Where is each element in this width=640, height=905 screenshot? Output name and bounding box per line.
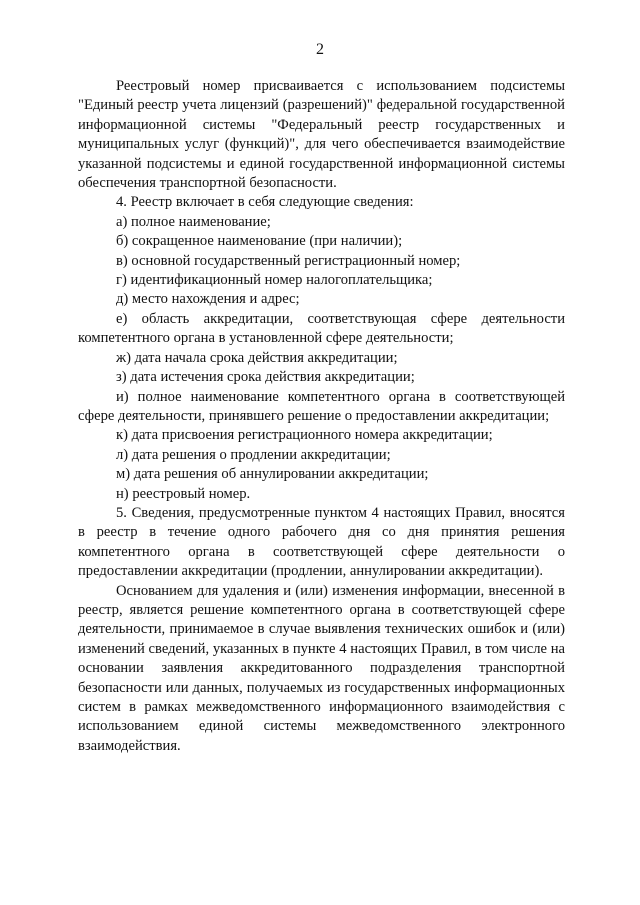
document-body [78, 77, 565, 756]
list-item-zh: ж) дата начала срока действия аккредитации; [116, 349, 398, 366]
list-item-k: к) дата присвоения регистрационного номера аккредитации; [116, 427, 493, 444]
list-item-e: е) область аккредитации, соответствующая сфере деятельности компетентного органа в установленной сфере деятельности; [78, 310, 565, 347]
page-number: 2 [316, 41, 324, 58]
list-item-m: м) дата решения об аннулировании аккредитации; [116, 466, 429, 483]
list-item-d: д) место нахождения и адрес; [116, 291, 300, 308]
list-item-a: а) полное наименование; [116, 213, 271, 230]
list-item-i: и) полное наименование компетентного органа в соответствующей сфере деятельности, принявшего решение о предоставлении аккредитации; [78, 388, 565, 424]
paragraph-item-5: 5. Сведения, предусмотренные пунктом 4 настоящих Правил, вносятся в реестр в течение одного рабочего дня со дня принятия решения компетентного органа в соответствующей сфере деятельности о предоставлении аккредитации (продлении, аннулировании аккредитации). [78, 504, 565, 580]
paragraph-registry-number: Реестровый номер присваивается с использованием подсистемы "Единый реестр учета лицензий (разрешений)" федеральной государственной информационной системы "Федеральный реестр государственных и муниципальных услуг (функций)", для чего обеспечивается взаимодействие указанной подсистемы и единой государственной информационной системы обеспечения транспортной безопасности. [78, 78, 565, 192]
list-item-v: в) основной государственный регистрационный номер; [116, 252, 461, 269]
list-item-b: б) сокращенное наименование (при наличии); [116, 233, 403, 250]
list-item-l: л) дата решения о продлении аккредитации; [116, 446, 391, 463]
list-item-n: н) реестровый номер. [116, 485, 251, 502]
paragraph-grounds-for-change: Основанием для удаления и (или) изменения информации, внесенной в реестр, является решение компетентного органа в соответствующей сфере деятельности, принимаемое в случае выявления технических ошибок и (или) изменений сведений, указанных в пункте 4 настоящих Правил, в том числе на основании заявления аккредитованного подразделения транспортной безопасности или данных, получаемых из государственных информационных систем в рамках межведомственного информационного взаимодействия с использованием единой системы межведомственного электронного взаимодействия. [78, 582, 565, 754]
list-item-z: з) дата истечения срока действия аккредитации; [116, 369, 415, 386]
paragraph-item-4-intro: 4. Реестр включает в себя следующие сведения: [116, 194, 414, 211]
list-item-g: г) идентификационный номер налогоплательщика; [116, 272, 433, 289]
